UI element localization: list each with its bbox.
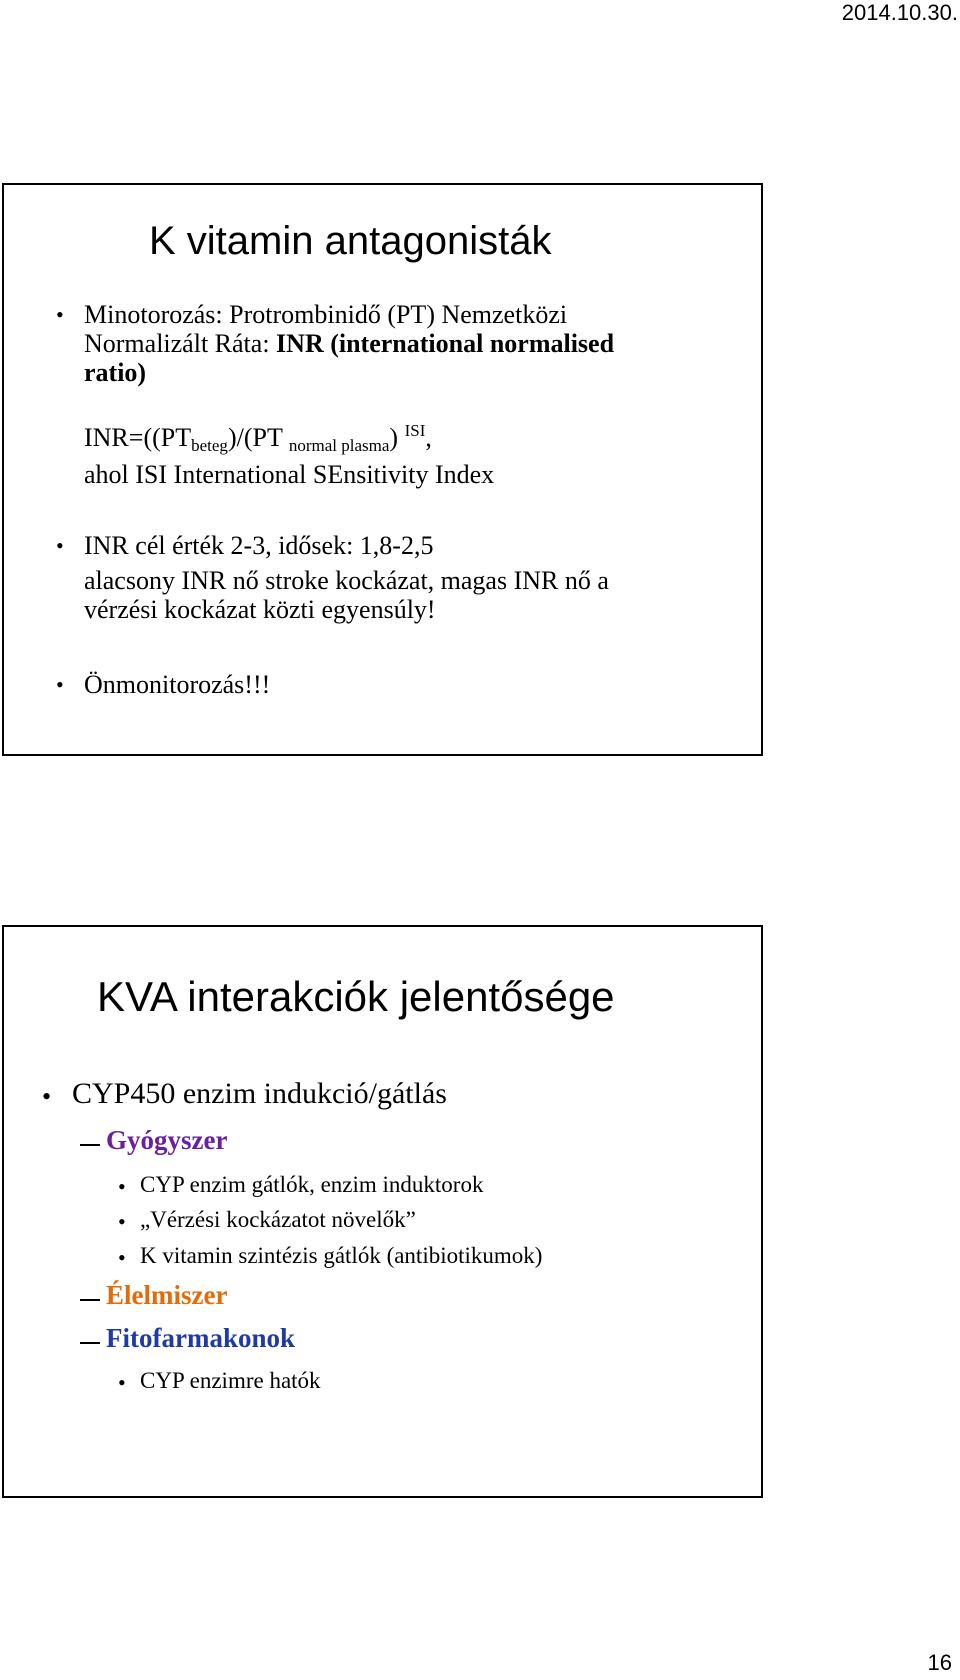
- bullet-dot: •: [56, 533, 64, 558]
- bullet-1-line-2: [84, 329, 614, 358]
- bullet-1-line-2-normal: Normalizált Ráta:: [84, 329, 277, 358]
- formula-part: ): [389, 423, 405, 452]
- bullet-dot: •: [118, 1370, 126, 1395]
- inr-formula: [84, 421, 432, 455]
- page-number: 16: [927, 1650, 952, 1675]
- formula-part: ,: [425, 423, 432, 452]
- bullet-2-line-2: alacsony INR nő stroke kockázat, magas INR nő a: [84, 566, 609, 595]
- formula-superscript-isi: ISI: [404, 421, 426, 440]
- formula-part: )/(PT: [227, 423, 289, 452]
- phyto-item-1: CYP enzimre hatók: [140, 1368, 321, 1393]
- bullet-1-line-3: ratio): [84, 358, 147, 387]
- formula-subscript-plasma: normal plasma: [288, 436, 390, 455]
- dash-marker: [80, 1144, 100, 1146]
- drug-item-1: CYP enzim gátlók, enzim induktorok: [140, 1172, 484, 1197]
- formula-part: INR=((PT: [84, 423, 192, 452]
- bullet-dot: •: [118, 1209, 126, 1234]
- cyp450-line: CYP450 enzim indukció/gátlás: [72, 1077, 447, 1110]
- drug-item-2: „Vérzési kockázatot növelők”: [140, 1207, 416, 1232]
- bullet-1-line-1: Minotorozás: Protrombinidő (PT) Nemzetközi: [84, 300, 568, 329]
- drug-item-3: K vitamin szintézis gátlók (antibiotikumok): [140, 1243, 543, 1268]
- bullet-dot: •: [56, 302, 64, 327]
- dash-marker: [80, 1299, 100, 1301]
- dash-marker: [80, 1342, 100, 1344]
- slide-1-title: K vitamin antagonisták: [149, 219, 552, 263]
- header-date: 2014.10.30.: [841, 0, 958, 25]
- drug-heading: Gyógyszer: [106, 1125, 228, 1155]
- bullet-dot: •: [42, 1082, 52, 1111]
- bullet-dot: •: [118, 1245, 126, 1270]
- bullet-3: Önmonitorozás!!!: [84, 670, 271, 699]
- bullet-2-line-1: INR cél érték 2-3, idősek: 1,8-2,5: [84, 531, 434, 560]
- bullet-dot: •: [56, 672, 64, 697]
- bullet-2-line-3: vérzési kockázat közti egyensúly!: [84, 595, 436, 624]
- bullet-1-line-2-bold: INR (international normalised: [276, 329, 615, 358]
- formula-explanation: ahol ISI International SEnsitivity Index: [84, 460, 495, 489]
- formula-subscript-beteg: beteg: [191, 436, 228, 455]
- food-heading: Élelmiszer: [106, 1280, 228, 1310]
- slide-2: [2, 925, 763, 1498]
- slide-1: [2, 183, 763, 756]
- bullet-dot: •: [118, 1174, 126, 1199]
- phyto-heading: Fitofarmakonok: [106, 1323, 295, 1353]
- slide-2-title: KVA interakciók jelentősége: [97, 973, 615, 1020]
